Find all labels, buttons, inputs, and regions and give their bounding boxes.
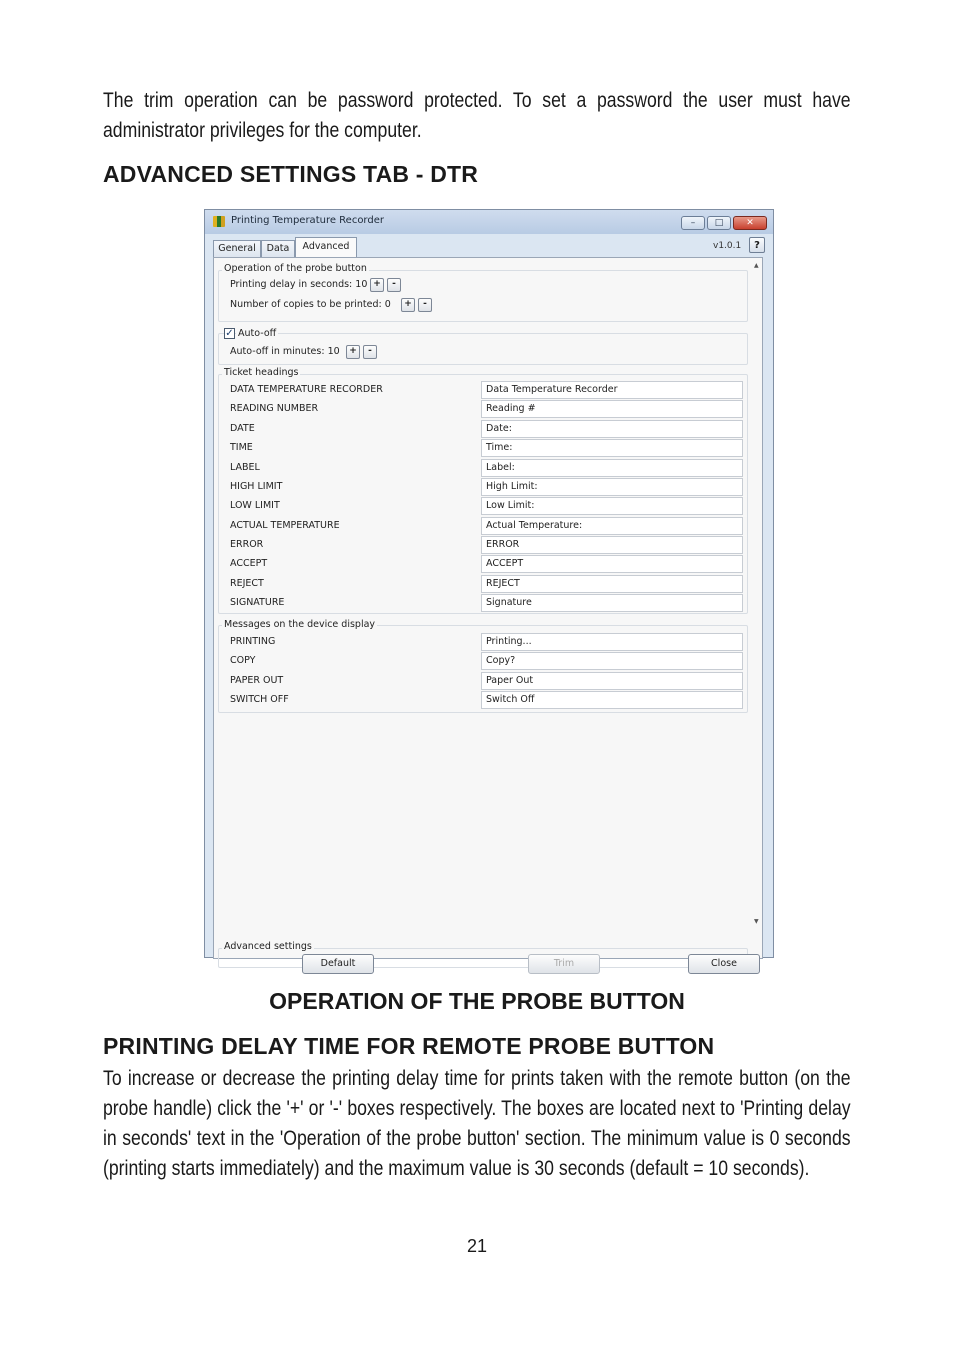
ticket-field-error[interactable]: ERROR (481, 536, 743, 554)
copies-label: Number of copies to be printed: 0 (230, 299, 391, 310)
sub-heading: PRINTING DELAY TIME FOR REMOTE PROBE BUTTON (103, 1033, 715, 1059)
message-field-paper-out[interactable]: Paper Out (481, 672, 743, 690)
auto-off-checkbox[interactable]: ✓ (225, 328, 234, 339)
scroll-down-icon[interactable]: ▼ (754, 918, 759, 925)
app-window-screenshot (204, 209, 774, 969)
advanced-panel (213, 257, 763, 969)
ticket-field-data-temperature-recorder[interactable]: Data Temperature Recorder (481, 381, 743, 399)
tab-advanced[interactable]: Advanced (295, 237, 357, 258)
advanced-settings-label: Advanced settings (224, 941, 312, 952)
app-icon (213, 216, 225, 227)
auto-off-minutes-label: Auto-off in minutes: 10 (230, 346, 340, 357)
ticket-field-date[interactable]: Date: (481, 420, 743, 438)
close-icon[interactable]: ✕ (733, 216, 767, 230)
auto-off-checkbox-label: Auto-off (238, 328, 277, 339)
ticket-headings-label: Ticket headings (224, 367, 299, 378)
message-field-copy[interactable]: Copy? (481, 652, 743, 670)
ticket-row-label: DATA TEMPERATURE RECORDER (230, 384, 383, 395)
ticket-row-label: TIME (230, 442, 253, 453)
probe-group (218, 270, 748, 322)
tab-general[interactable]: General (213, 240, 261, 257)
window-title: Printing Temperature Recorder (231, 215, 384, 226)
ticket-field-label[interactable]: Label: (481, 459, 743, 477)
section-heading: ADVANCED SETTINGS TAB - DTR (103, 161, 479, 187)
printing-delay-label: Printing delay in seconds: 10 (230, 279, 368, 290)
page-number: 21 (466, 1236, 488, 1256)
ticket-row-label: ACTUAL TEMPERATURE (230, 520, 340, 531)
ticket-field-reading-number[interactable]: Reading # (481, 400, 743, 418)
ticket-field-reject[interactable]: REJECT (481, 575, 743, 593)
printing-delay-plus-button[interactable]: + (370, 278, 384, 292)
ticket-row-label: REJECT (230, 578, 264, 589)
ticket-field-time[interactable]: Time: (481, 439, 743, 457)
ticket-row-label: HIGH LIMIT (230, 481, 283, 492)
ticket-field-accept[interactable]: ACCEPT (481, 555, 743, 573)
auto-off-plus-button[interactable]: + (346, 345, 360, 359)
ticket-field-low-limit[interactable]: Low Limit: (481, 497, 743, 515)
default-button[interactable]: Default (302, 954, 374, 974)
message-field-printing[interactable]: Printing... (481, 633, 743, 651)
scroll-up-icon[interactable]: ▲ (754, 262, 759, 269)
ticket-row-label: ERROR (230, 539, 264, 550)
ticket-row-label: LOW LIMIT (230, 500, 280, 511)
maximize-icon[interactable]: □ (707, 216, 731, 230)
ticket-field-high-limit[interactable]: High Limit: (481, 478, 743, 496)
trim-button[interactable]: Trim (528, 954, 600, 974)
message-row-label: PAPER OUT (230, 675, 284, 686)
ticket-row-label: SIGNATURE (230, 597, 285, 608)
ticket-field-signature[interactable]: Signature (481, 594, 743, 612)
probe-group-label: Operation of the probe button (224, 263, 367, 274)
ticket-row-label: READING NUMBER (230, 403, 319, 414)
title-bar (205, 210, 773, 234)
auto-off-minus-button[interactable]: - (363, 345, 377, 359)
message-row-label: PRINTING (230, 636, 276, 647)
ticket-row-label: DATE (230, 423, 255, 434)
ticket-field-actual-temperature[interactable]: Actual Temperature: (481, 517, 743, 535)
tab-data[interactable]: Data (261, 240, 295, 257)
intro-paragraph: The trim operation can be password protected. To set a password the user must have administrator privileges for the computer. (103, 89, 851, 142)
ticket-row-label: ACCEPT (230, 558, 268, 569)
body-paragraph: To increase or decrease the printing delay time for prints taken with the remote button (on the probe handle) click the '+' or '-' boxes respectively. The boxes are located next to 'Printing delay in seconds' text in the 'Operation of the probe button' section. The minimum value is 0 seconds (printing starts immediately) and the maximum value is 30 seconds (default = 10 seconds). (103, 1067, 851, 1180)
ticket-row-label: LABEL (230, 462, 260, 473)
message-row-label: COPY (230, 655, 256, 666)
close-button[interactable]: Close (688, 954, 760, 974)
minimize-icon[interactable]: – (681, 216, 705, 230)
help-button[interactable]: ? (749, 237, 765, 253)
message-row-label: SWITCH OFF (230, 694, 289, 705)
messages-group-label: Messages on the device display (224, 619, 376, 630)
copies-minus-button[interactable]: - (418, 298, 432, 312)
printing-delay-minus-button[interactable]: - (387, 278, 401, 292)
copies-plus-button[interactable]: + (401, 298, 415, 312)
center-heading: OPERATION OF THE PROBE BUTTON (269, 988, 685, 1014)
version-label: v1.0.1 (713, 241, 742, 251)
message-field-switch-off[interactable]: Switch Off (481, 691, 743, 709)
